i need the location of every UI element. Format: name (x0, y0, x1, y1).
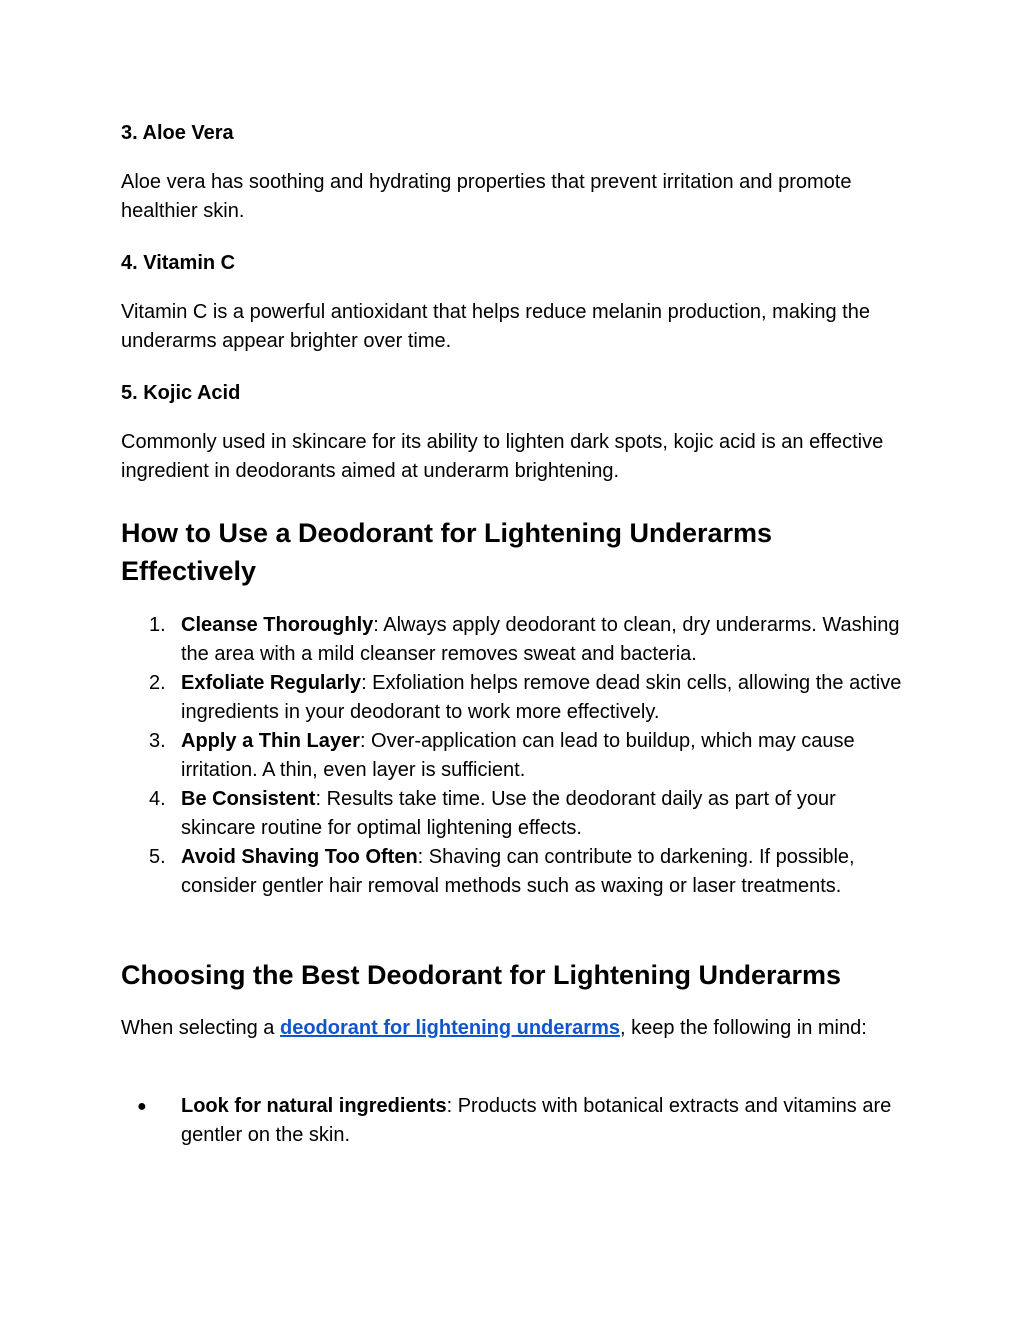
list-item (121, 785, 911, 843)
list-number: 3. (149, 730, 166, 752)
step-text: : Exfoliation helps remove dead skin cells, allowing the active ingredients in your deodorant to work more effectively. (181, 672, 902, 723)
list-item (121, 843, 911, 901)
step-text: : Shaving can contribute to darkening. If possible, consider gentler hair removal methods such as waxing or laser treatments. (181, 846, 855, 897)
list-number: 1. (149, 614, 166, 636)
step-title: Be Consistent (181, 788, 316, 810)
tip-text: : Products with botanical extracts and vitamins are gentler on the skin. (181, 1095, 892, 1146)
intro-text-after: , keep the following in mind: (620, 1017, 867, 1039)
step-text: : Always apply deodorant to clean, dry underarms. Washing the area with a mild cleanser removes sweat and bacteria. (181, 614, 900, 665)
step-title: Exfoliate Regularly (181, 672, 362, 694)
how-to-use-heading: How to Use a Deodorant for Lightening Underarms Effectively (121, 518, 773, 586)
list-item (121, 727, 911, 785)
list-item (121, 611, 911, 669)
kojic-acid-heading: 5. Kojic Acid (121, 382, 241, 404)
kojic-acid-paragraph: Commonly used in skincare for its ability to lighten dark spots, kojic acid is an effective ingredient in deodorants aimed at underarm brightening. (121, 431, 884, 482)
list-item (121, 1092, 911, 1150)
deodorant-link[interactable]: deodorant for lightening underarms (279, 1017, 620, 1039)
list-number: 4. (149, 788, 166, 810)
choosing-best-heading: Choosing the Best Deodorant for Lightening Underarms (121, 960, 842, 990)
step-title: Apply a Thin Layer (181, 730, 360, 752)
vitamin-c-paragraph: Vitamin C is a powerful antioxidant that helps reduce melanin production, making the underarms appear brighter over time. (121, 301, 870, 352)
intro-text-before: When selecting a (121, 1017, 280, 1039)
tip-title: Look for natural ingredients (181, 1095, 447, 1117)
list-number: 2. (149, 672, 166, 694)
step-title: Avoid Shaving Too Often (181, 846, 418, 868)
step-text: : Results take time. Use the deodorant daily as part of your skincare routine for optimal lightening effects. (181, 788, 836, 839)
vitamin-c-heading: 4. Vitamin C (121, 252, 236, 274)
step-text: : Over-application can lead to buildup, which may cause irritation. A thin, even layer is sufficient. (181, 730, 855, 781)
choosing-tips-list (121, 1092, 911, 1150)
list-item (121, 669, 911, 727)
choosing-intro-paragraph (121, 1014, 911, 1043)
list-number: 5. (149, 846, 166, 868)
how-to-steps-list (121, 611, 911, 901)
aloe-vera-paragraph: Aloe vera has soothing and hydrating properties that prevent irritation and promote healthier skin. (121, 171, 852, 222)
bullet-icon: ● (137, 1098, 147, 1115)
aloe-vera-heading: 3. Aloe Vera (121, 122, 234, 144)
step-title: Cleanse Thoroughly (181, 614, 374, 636)
